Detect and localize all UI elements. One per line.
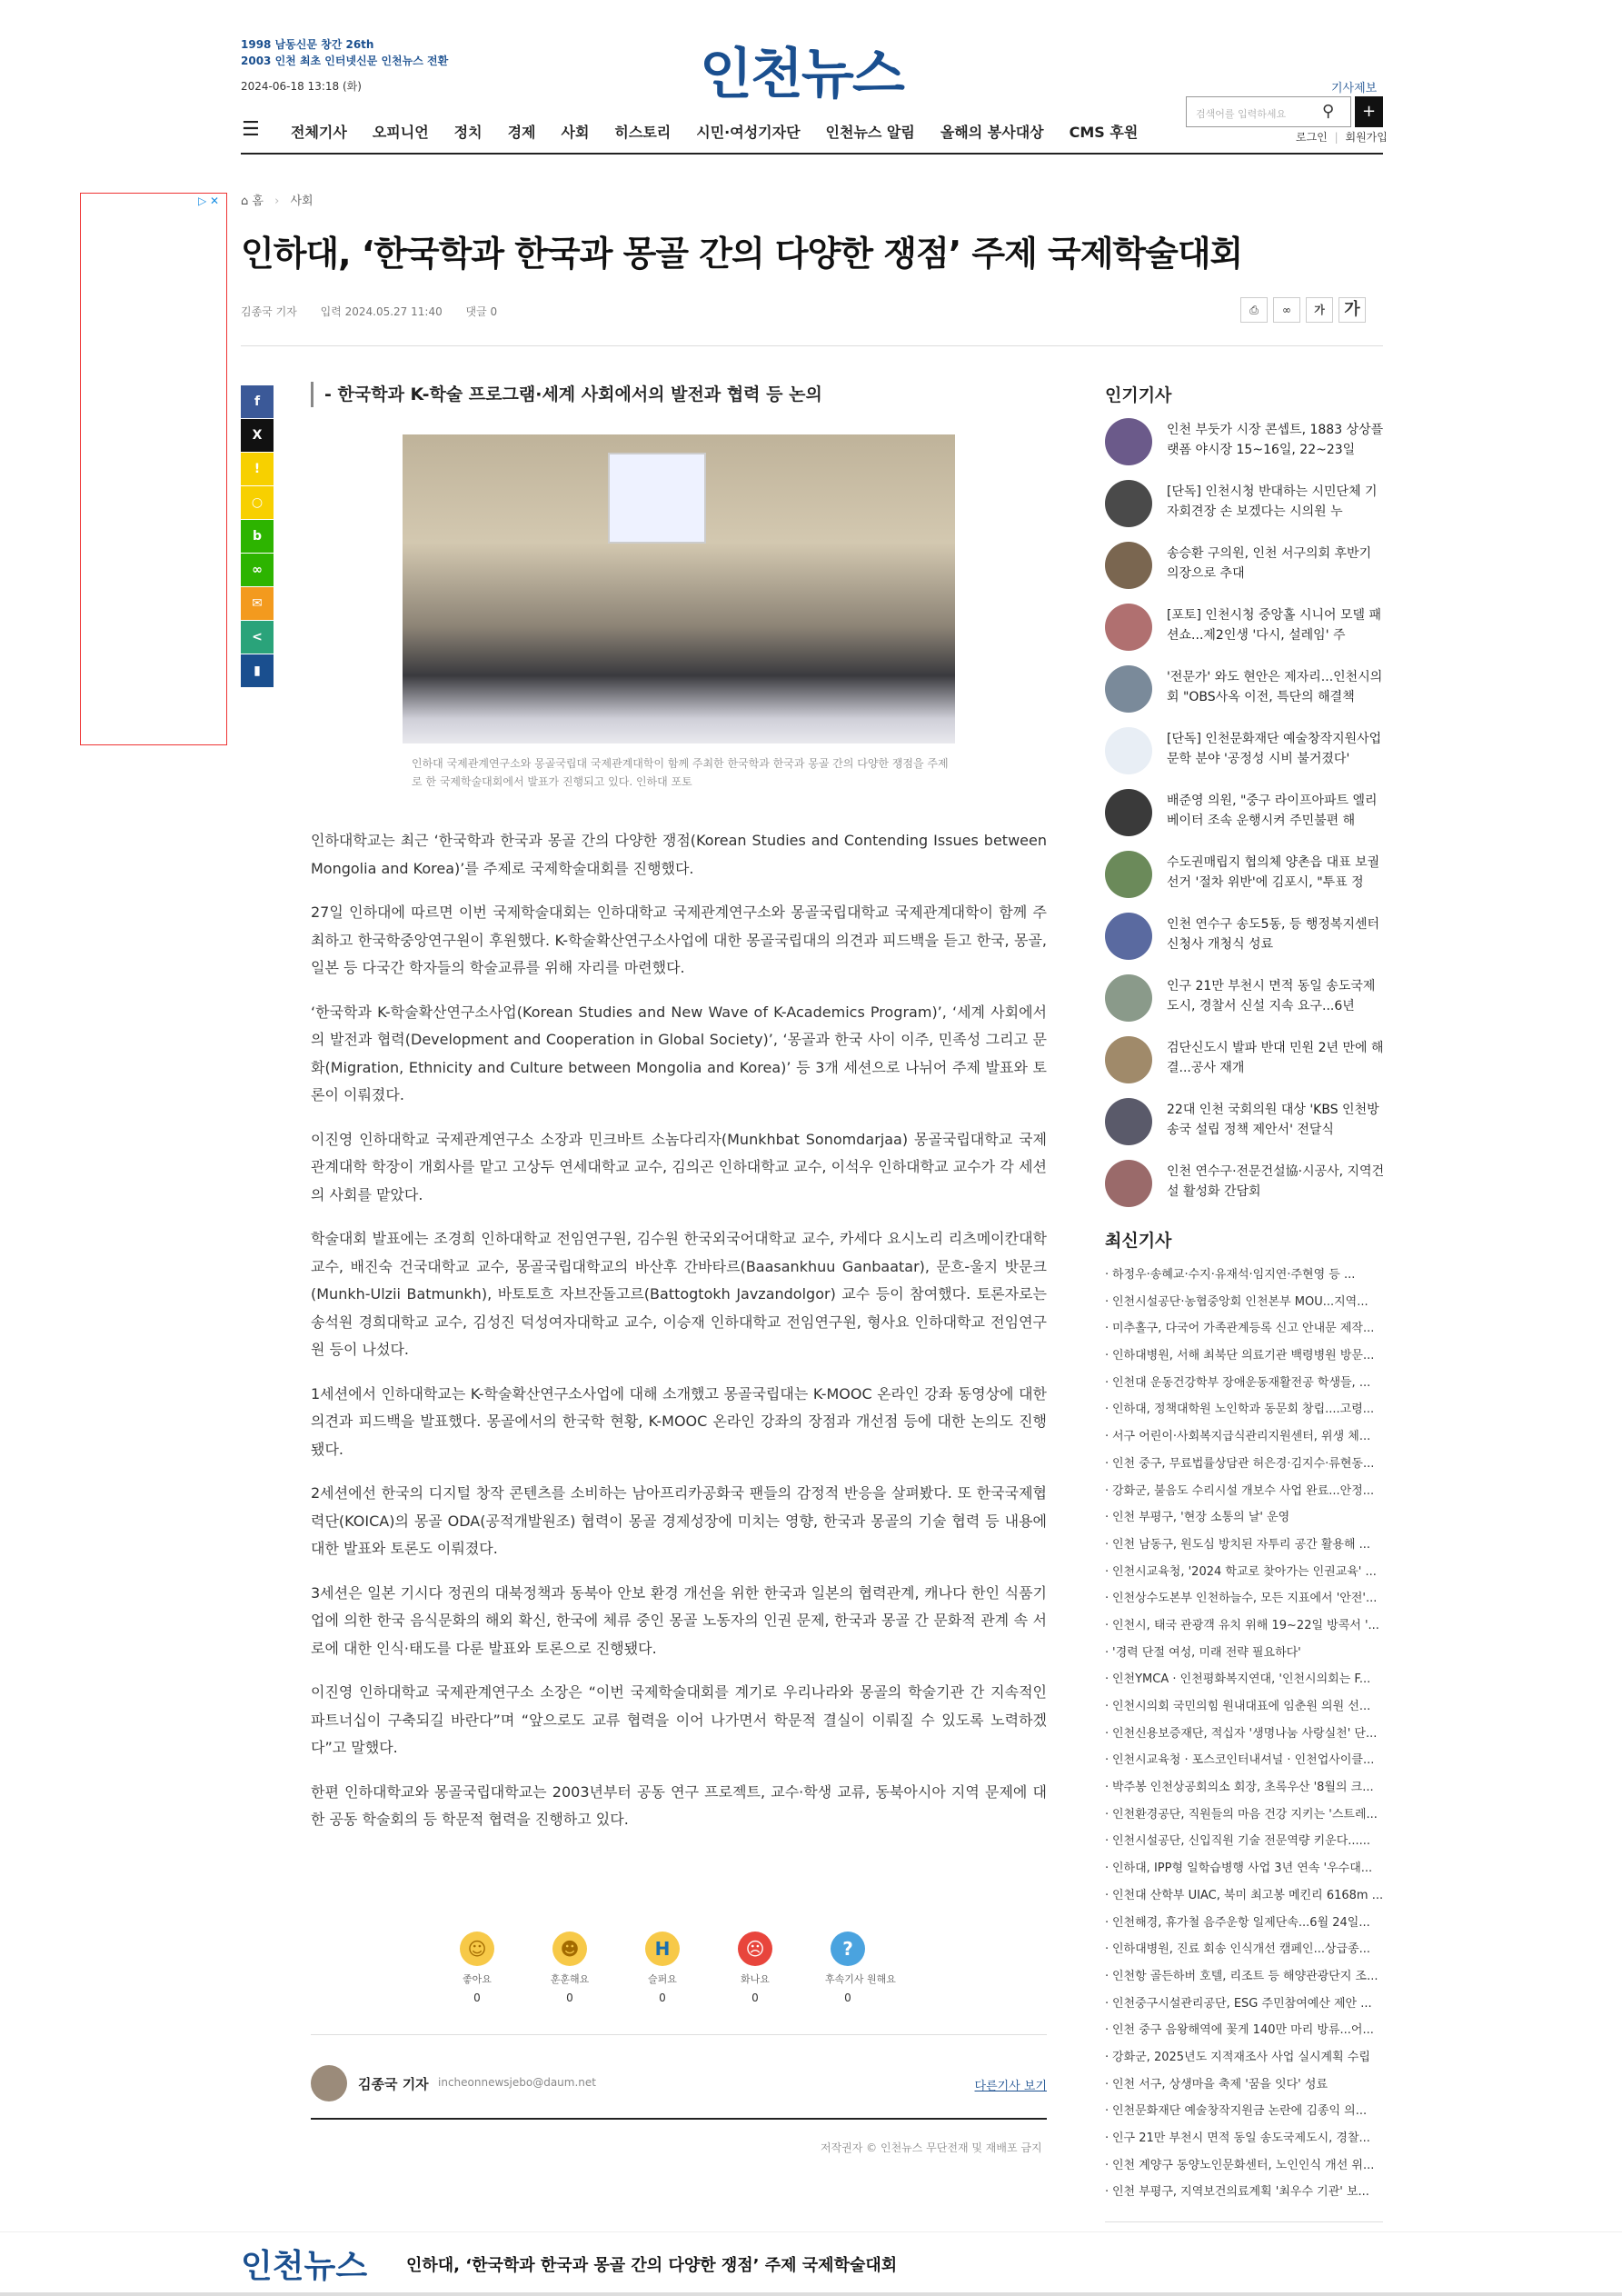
popular-title: [포토] 인천시청 중앙홀 시니어 모델 패션쇼...제2인생 '다시, 설레임' 주 [1167,608,1382,643]
nav-item[interactable]: 전체기사 [291,124,347,141]
thumbnail [1105,604,1152,651]
x-icon[interactable]: X [241,419,274,452]
reaction-label: 좋아요 [463,1973,492,1985]
popular-title: [단독] 인천시청 반대하는 시민단체 기자회견장 손 보겠다는 시의원 누 [1167,484,1378,519]
popular-item[interactable] [1105,480,1383,542]
popular-item[interactable] [1105,851,1383,913]
popular-title: '전문가' 와도 현안은 제자리...인천시의회 "OBS사옥 이전, 특단의 해결책 [1167,670,1383,704]
reaction-followup[interactable] [825,1932,896,2004]
latest-item[interactable]: · 인하대병원, 서해 최북단 의료기관 백령병원 방문... [1105,1343,1383,1370]
search-icon[interactable]: ⚲ [1322,102,1335,121]
nav-item[interactable]: 히스토리 [614,124,672,141]
popular-item[interactable] [1105,418,1383,480]
nav-item[interactable]: 인천뉴스 알림 [825,124,915,141]
thumbnail [1105,789,1152,836]
paragraph: ‘한국학과 K-학술확산연구소사업(Korean Studies and New Wave of K-Academics Program)’, ‘세계 사회에서의 발전과 협력(Development and Cooperation in Global Society)’, ‘몽골과 한국 사이 이주, 민족성 그리고 문화(Migration, Ethnicity and Culture between Mongolia and Korea)’ 등 3개 세션으로 나뉘어 주제 발표와 토론이 이뤄졌다. [311,1003,1047,1103]
latest-item[interactable]: · 인천 부평구, '현장 소통의 날' 운영 [1105,1504,1383,1532]
copyright: 저작권자 © 인천뉴스 무단전재 및 재배포 금지 [821,2141,1042,2154]
reaction-like[interactable] [454,1932,500,2004]
author-meta: 김종국 기자 [241,305,297,318]
thumbnail [1105,913,1152,960]
thumbnail [1105,480,1152,527]
nav-item[interactable]: 시민·여성기자단 [696,124,801,141]
author-name: 김종국 기자 [358,2076,429,2092]
popular-title: 배준영 의원, "중구 라이프아파트 엘리베이터 조속 운행시켜 주민불편 해 [1167,794,1378,828]
home-icon[interactable]: ⌂ [241,195,249,208]
latest-item[interactable]: · 서구 어린이·사회복지급식관리지원센터, 위생 체... [1105,1423,1383,1451]
latest-heading: 최신기사 [1105,1231,1172,1251]
breadcrumb-home[interactable]: 홈 [252,195,264,208]
date-meta: 입력 2024.05.27 11:40 [320,305,443,318]
thumbnail [1105,1036,1152,1083]
latest-item[interactable]: · 강화군, 불음도 수리시설 개보수 사업 완료...안정... [1105,1478,1383,1505]
thumbnail [1105,418,1152,465]
latest-item[interactable]: · 인하대병원, 진료 회송 인식개선 캠페인...상급종... [1105,1936,1383,1963]
article-meta [241,304,517,319]
breadcrumb: ⌂ 홈 › 사회 [241,195,313,208]
popular-title: [단독] 인천문화재단 예술창작지원사업 문학 분야 '공정성 시비 불거졌다' [1167,732,1382,766]
article-photo[interactable] [403,434,955,744]
nav-item[interactable]: 사회 [561,124,590,141]
reaction-count: 0 [751,1992,759,2004]
article-subtitle: - 한국학과 K-학술 프로그램·세계 사회에서의 발전과 협력 등 논의 [311,382,822,407]
popular-item[interactable] [1105,789,1383,851]
meta-divider [241,345,1383,346]
reaction-count: 0 [473,1992,481,2004]
author-box [311,2065,1047,2118]
popular-item[interactable] [1105,974,1383,1036]
link-icon[interactable]: ∞ [1273,297,1300,323]
projector-screen [608,453,706,544]
url-copy-icon[interactable]: ∞ [241,554,274,586]
latest-item[interactable]: · 인천 남동구, 원도심 방치된 자투리 공간 활용해 ... [1105,1532,1383,1559]
latest-item[interactable]: · 인천대 산학부 UIAC, 북미 최고봉 메킨리 6168m ... [1105,1882,1383,1910]
share-icon[interactable]: < [241,621,274,654]
auth-links: 로그인 | 회원가입 [1296,131,1388,144]
more-articles-link[interactable]: 다른기사 보기 [974,2080,1047,2093]
email-icon[interactable]: ✉ [241,587,274,620]
smile-icon: ☺ [460,1932,494,1966]
paragraph: 2세션에선 한국의 디지털 창작 콘텐츠를 소비하는 남아프리카공화국 팬들의 감정적 반응을 살펴봤다. 또 한국국제협력단(KOICA)의 몽골 ODA(공적개발원조) 협력이 몽골 경제성장에 미치는 영향, 한국과 몽골의 기술 협력 등 내용에 대한 발표와 토론도 이뤄졌다. [311,1484,1047,1557]
popular-title: 인구 21만 부천시 면적 동일 송도국제도시, 경찰서 신설 지속 요구...6년 [1167,979,1376,1013]
latest-item[interactable]: · 인천 계양구 동양노인문화센터, 노인인식 개선 위... [1105,2152,1383,2180]
paragraph: 한편 인하대학교와 몽골국립대학교는 2003년부터 공동 연구 프로젝트, 교수·학생 교류, 동북아시아 지역 문제에 대한 공동 학술회의 등 학문적 협력을 진행하고 있다. [311,1782,1047,1828]
latest-item[interactable]: · 인천시설공단, 신입직원 기술 전문역량 키운다...... [1105,1828,1383,1855]
popular-title: 인천 연수구 송도5동, 등 행정복지센터 신청사 개청식 성료 [1167,917,1380,952]
thumbnail [1105,542,1152,589]
paragraph: 1세션에서 인하대학교는 K-학술확산연구소사업에 대해 소개했고 몽골국립대는 K-MOOC 온라인 강좌 동영상에 대한 의견과 피드백을 발표했다. 몽골에서의 한국학 현황, K-MOOC 온라인 강좌의 장점과 개선점 등에 대한 논의도 진행됐다. [311,1384,1047,1458]
font-smaller-button[interactable]: 가 [1306,297,1333,323]
reaction-count: 0 [844,1992,851,2004]
latest-item[interactable]: · 하정우·송혜교·수지·유재석·임지연·주현영 등 ... [1105,1262,1383,1289]
popular-list [1105,418,1383,1222]
followup-icon: ? [831,1932,865,1966]
popular-item[interactable] [1105,1098,1383,1160]
nav-item[interactable]: 경제 [507,124,536,141]
signup-link[interactable]: 회원가입 [1345,131,1388,144]
popular-title: 인천 부둣가 시장 콘셉트, 1883 상상플랫폼 야시장 15~16일, 22~23일 [1167,423,1384,457]
latest-item[interactable]: · 인천해경, 휴가철 음주운항 일제단속...6월 24일... [1105,1910,1383,1937]
band-icon[interactable]: b [241,520,274,553]
reaction-angry[interactable] [732,1932,778,2004]
nav-item[interactable]: 오피니언 [372,124,429,141]
popular-item[interactable] [1105,727,1383,789]
latest-item[interactable]: · 인천시, 태국 관광객 유치 위해 19~22일 방콕서 '... [1105,1612,1383,1640]
facebook-icon[interactable]: f [241,385,274,418]
ad-banner[interactable] [80,193,227,745]
sad-icon: H [645,1932,680,1966]
footer-logo[interactable]: 인천뉴스 [241,2247,368,2285]
site-logo[interactable]: 인천뉴스 [700,43,903,106]
thumbnail [1105,851,1152,898]
latest-item[interactable]: · 인천시설공단·농협중앙회 인천본부 MOU...지역... [1105,1289,1383,1316]
bookmark-icon[interactable]: ▮ [241,654,274,687]
reaction-label: 화나요 [741,1973,770,1985]
latest-item[interactable]: · 인구 21만 부천시 면적 동일 송도국제도시, 경찰... [1105,2125,1383,2152]
photo-caption: 인하대 국제관계연구소와 몽골국립대 국제관계대학이 함께 주최한 한국학과 한국과 몽골 간의 다양한 쟁점을 주제로 한 국제학술대회에서 발표가 진행되고 있다. 인하대 포토 [412,757,949,788]
paragraph: 이진영 인하대학교 국제관계연구소 소장과 민크바트 소놈다리자(Munkhbat Sonomdarjaa) 몽골국립대학교 국제관계대학 학장이 개회사를 맡고 고상두 연세대학교 교수, 김의곤 인하대학교 교수, 이석우 인하대학교 교수가 각 세션의 사회를 맡았다. [311,1130,1047,1203]
popular-item[interactable] [1105,542,1383,604]
plus-button[interactable]: + [1355,96,1383,127]
latest-item[interactable]: · 인천환경공단, 직원들의 마음 건강 지키는 '스트레... [1105,1802,1383,1829]
latest-item[interactable]: · 인천YMCA · 인천평화복지연대, '인천시의회는 F... [1105,1666,1383,1693]
article-body [311,827,1047,1851]
latest-item[interactable]: · 인하대, 정책대학원 노인학과 동문회 창립....고령... [1105,1396,1383,1423]
nav-item[interactable]: CMS 후원 [1069,124,1139,141]
tagline-1: 1998 남동신문 창간 26th [241,38,374,51]
latest-item[interactable]: · 인천문화재단 예술창작지원금 논란에 김종익 의... [1105,2098,1383,2125]
tagline-2: 2003 인천 최초 인터넷신문 인천뉴스 전환 [241,55,449,67]
popular-title: 검단신도시 발파 반대 민원 2년 만에 해결...공사 재개 [1167,1041,1384,1075]
thumbnail [1105,974,1152,1022]
reaction-label: 후속기사 원해요 [825,1973,896,1985]
latest-list [1105,1262,1383,2206]
kakaostory-icon[interactable]: ! [241,453,274,485]
header-tagline [241,36,513,69]
latest-item[interactable]: · 인천중구시설관리공단, ESG 주민참여예산 제안 ... [1105,1991,1383,2018]
nav-item[interactable]: 정치 [453,124,483,141]
share-bar [241,385,274,688]
latest-item[interactable]: · 미추홀구, 다국어 가족관계등록 신고 안내문 제작... [1105,1315,1383,1343]
popular-title: 22대 인천 국회의원 대상 'KBS 인천방송국 설립 정책 제안서' 전달식 [1167,1103,1379,1137]
latest-item[interactable]: · 인천대 운동건강학부 장애운동재활전공 학생들, ... [1105,1370,1383,1397]
latest-item[interactable]: · 인천시교육청 · 포스코인터내셔널 · 인천업사이클... [1105,1747,1383,1774]
login-link[interactable]: 로그인 [1296,131,1328,144]
font-larger-button[interactable]: 가 [1338,297,1366,323]
latest-item[interactable]: · 강화군, 2025년도 지적재조사 사업 실시계획 수립 [1105,2044,1383,2071]
paragraph: 학술대회 발표에는 조경희 인하대학교 전임연구원, 김수원 한국외국어대학교 교수, 카세다 요시노리 리츠메이칸대학 교수, 배진숙 건국대학교 교수, 몽골국립대학교의 바산후 간바타르(Baasankhuu Ganbaatar), 문흐-울지 밧문크(Munkh-Ulzii Batmunkh), 바토토흐 자브잔돌고르(Battogtokh Javzandolgor) 교수 등이 참여했다. 토론자로는 송석원 경희대학교 교수, 김성진 덕성여자대학교 교수, 이승재 인하대학교 전임연구원, 형사요 인하대학교 전임연구원 등이 나섰다. [311,1230,1047,1358]
reaction-warm[interactable] [547,1932,592,2004]
comments-meta[interactable]: 댓글 0 [465,305,498,318]
main-nav [291,121,1163,142]
thumbnail [1105,1160,1152,1207]
reaction-count: 0 [566,1992,573,2004]
article-title: 인하대, ‘한국학과 한국과 몽골 간의 다양한 쟁점’ 주제 국제학술대회 [241,234,1243,274]
hamburger-menu-icon[interactable]: ☰ [242,118,260,141]
kakaotalk-icon[interactable]: ○ [241,486,274,519]
reaction-divider [311,2034,1047,2035]
avatar [311,2065,347,2101]
sidebar-divider [1105,2221,1383,2222]
ad-choices-icon[interactable]: ▷ ✕ [198,195,220,207]
angry-icon: ☹ [738,1932,772,1966]
print-icon[interactable]: ⎙ [1240,297,1268,323]
latest-item[interactable]: · 인천 중구, 무료법률상담관 허은경·김지수·류현동... [1105,1451,1383,1478]
breadcrumb-section[interactable]: 사회 [290,195,313,208]
paragraph: 27일 인하대에 따르면 이번 국제학술대회는 인하대학교 국제관계연구소와 몽골국립대학교 국제관계대학이 함께 주최하고 한국학중앙연구원이 후원했다. K-학술확산연구소사업에 대한 몽골국립대의 의견과 피드백을 듣고 한국, 몽골, 일본 등 다국간 학자들의 학술교류를 위해 자리를 마련했다. [311,903,1047,976]
latest-item[interactable]: · 인천상수도본부 인천하늘수, 모든 지표에서 '안전'... [1105,1585,1383,1612]
latest-item[interactable]: · 박주봉 인천상공회의소 회장, 초록우산 '8월의 크... [1105,1774,1383,1802]
report-link[interactable]: 기사제보 [1331,82,1378,95]
author-divider [311,2118,1047,2120]
reaction-count: 0 [659,1992,666,2004]
popular-title: 수도권매립지 협의체 양촌읍 대표 보궐선거 '절차 위반'에 김포시, "투표 정 [1167,855,1380,890]
latest-item[interactable]: · 인천신용보증재단, 적십자 '생명나눔 사랑실천' 단... [1105,1721,1383,1748]
popular-item[interactable] [1105,913,1383,974]
thumbnail [1105,727,1152,774]
nav-divider [241,153,1383,155]
latest-item[interactable]: · '경력 단절 여성, 미래 전략 필요하다' [1105,1640,1383,1667]
popular-item[interactable] [1105,665,1383,727]
popular-heading: 인기기사 [1105,385,1172,405]
latest-item[interactable]: · 인천항 골든하버 호텔, 리조트 등 해양관광단지 조... [1105,1963,1383,1991]
reaction-label: 슬퍼요 [648,1973,677,1985]
search-input[interactable]: 검색어를 입력하세요 [1186,96,1351,127]
latest-item[interactable]: · 인천시교육청, '2024 학교로 찾아가는 인권교육' ... [1105,1559,1383,1586]
footer-title: 인하대, ‘한국학과 한국과 몽골 간의 다양한 쟁점’ 주제 국제학술대회 [406,2256,898,2275]
latest-item[interactable]: · 인하대, IPP형 일학습병행 사업 3년 연속 '우수대... [1105,1855,1383,1882]
article-tools [1240,297,1366,323]
popular-item[interactable] [1105,1160,1383,1222]
reaction-bar [454,1932,896,2004]
nav-item[interactable]: 올해의 봉사대상 [940,124,1044,141]
popular-title: 송승환 구의원, 인천 서구의회 후반기 의장으로 추대 [1167,546,1372,581]
thumbnail [1105,1098,1152,1145]
latest-item[interactable]: · 인천시의회 국민의힘 원내대표에 임춘원 의원 선... [1105,1693,1383,1721]
bottom-stripe [0,2292,1622,2296]
paragraph: 이진영 인하대학교 국제관계연구소 소장은 “이번 국제학술대회를 계기로 우리나라와 몽골의 학술기관 간 지속적인 파트너십이 구축되길 바란다”며 “앞으로도 교류 협력을 이어 나가면서 학문적 결실이 이뤄질 수 있도록 노력하겠다”고 말했다. [311,1683,1047,1756]
laugh-icon: ☻ [552,1932,587,1966]
popular-item[interactable] [1105,604,1383,665]
popular-title: 인천 연수구·전문건설協·시공사, 지역건설 활성화 간담회 [1167,1164,1385,1199]
reaction-sad[interactable] [640,1932,685,2004]
paragraph: 인하대학교는 최근 ‘한국학과 한국과 몽골 간의 다양한 쟁점(Korean Studies and Contending Issues between Mongolia and Korea)’를 주제로 국제학술대회를 진행했다. [311,832,1047,877]
author-email[interactable]: incheonnewsjebo@daum.net [438,2076,596,2089]
latest-item[interactable]: · 인천 중구 음왕해역에 꽃게 140만 마리 방류...어... [1105,2017,1383,2044]
latest-item[interactable]: · 인천 서구, 상생마을 축제 '꿈을 잇다' 성료 [1105,2071,1383,2099]
reaction-label: 훈훈해요 [550,1973,590,1985]
header-date: 2024-06-18 13:18 (화) [241,80,362,93]
latest-item[interactable]: · 인천 부평구, 지역보건의료계획 '최우수 기관' 보... [1105,2179,1383,2206]
popular-item[interactable] [1105,1036,1383,1098]
paragraph: 3세션은 일본 기시다 정권의 대북정책과 동북아 안보 환경 개선을 위한 한국과 일본의 협력관계, 캐나다 한인 식품기업에 의한 한국 음식문화의 해외 확신, 한국에 체류 중인 몽골 노동자의 인권 문제, 한국과 몽골 간 문화적 관계 속 서로에 대한 인식·태도를 다룬 발표와 토론으로 진행됐다. [311,1583,1047,1657]
thumbnail [1105,665,1152,713]
